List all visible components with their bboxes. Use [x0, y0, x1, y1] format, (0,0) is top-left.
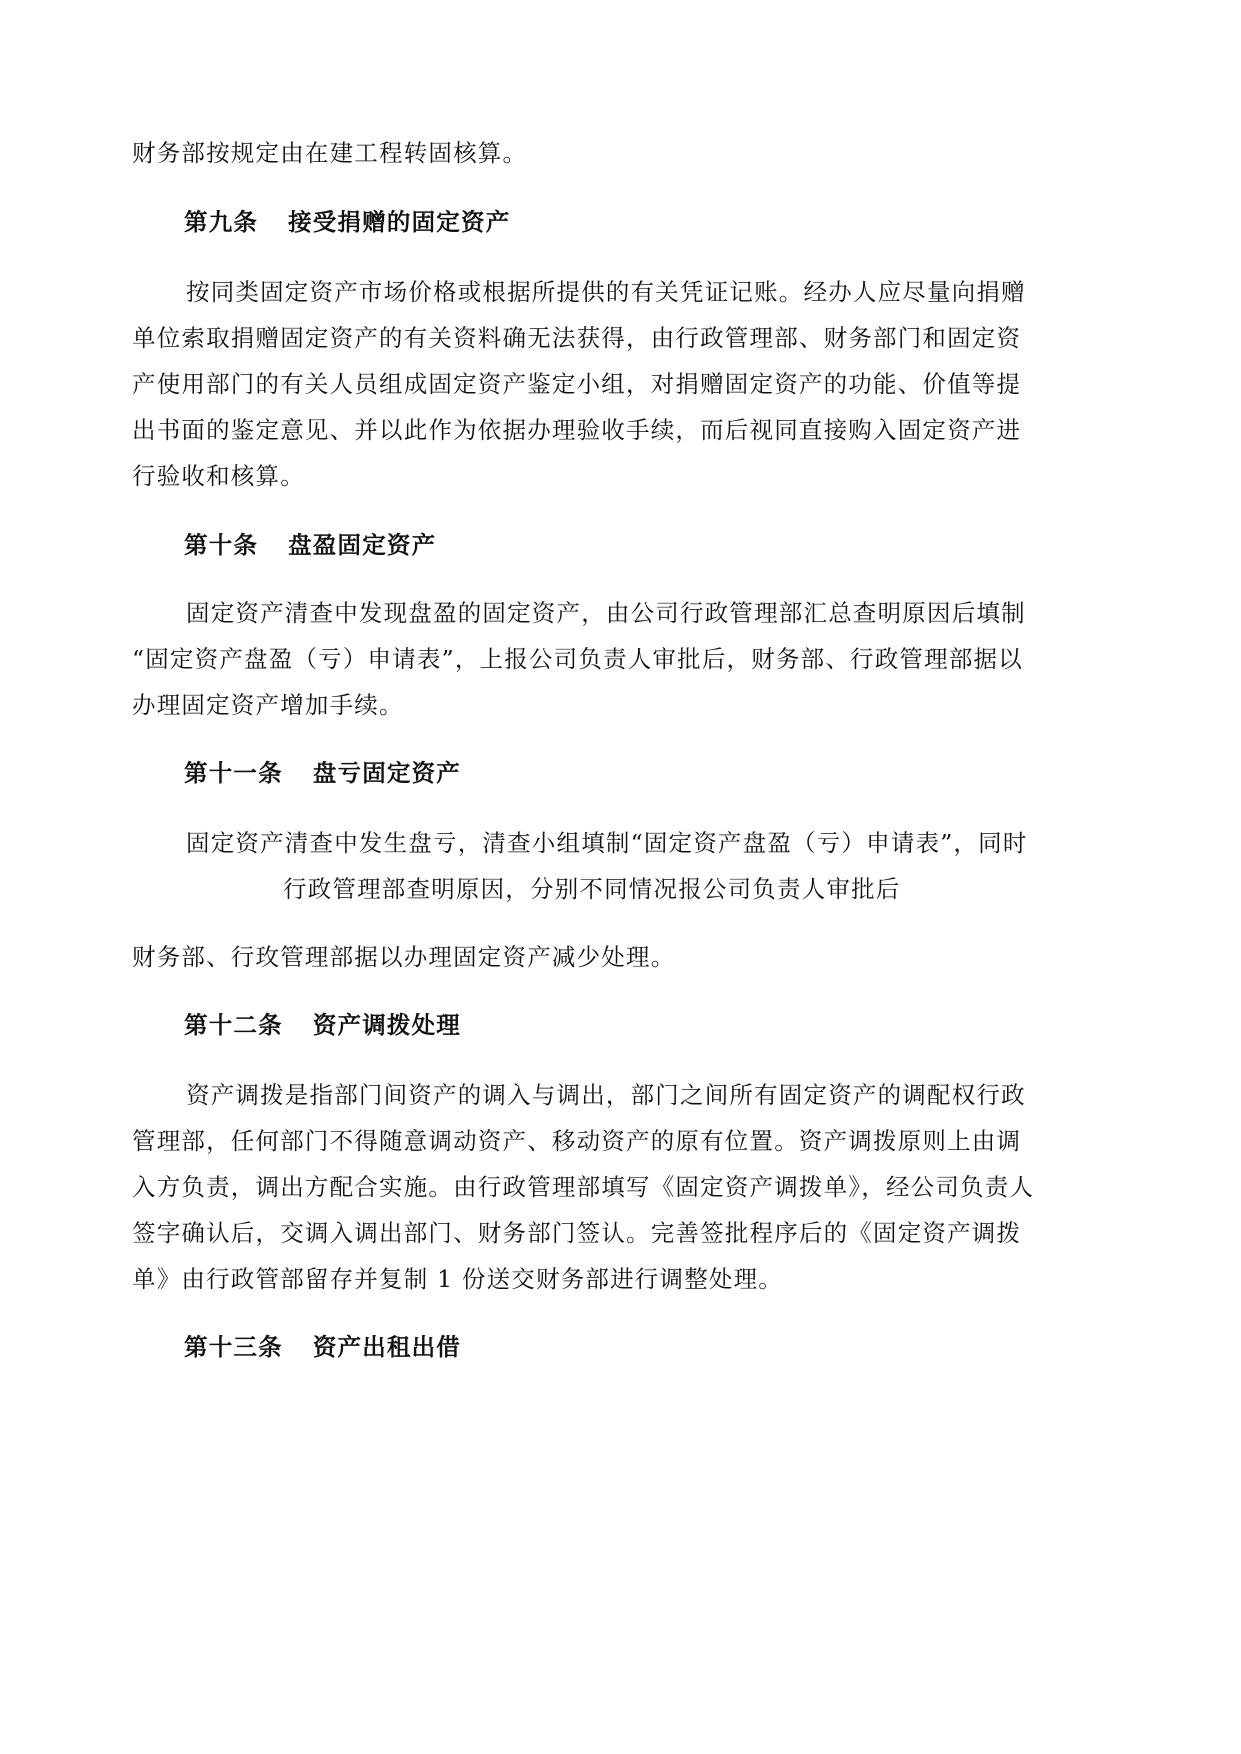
paragraph-line: 签字确认后，交调入调出部门、财务部门签认。完善签批程序后的《固定资产调拨 — [132, 1219, 1022, 1247]
paragraph-line: 单位索取捐赠固定资产的有关资料确无法获得，由行政管理部、财务部门和固定资 — [132, 324, 1022, 352]
article-number: 第十二条 — [184, 1011, 283, 1039]
paragraph-line: 产使用部门的有关人员组成固定资产鉴定小组，对捐赠固定资产的功能、价值等提 — [132, 370, 1022, 398]
paragraph-line: 单》由行政管部留存并复制 1 份送交财务部进行调整处理。 — [132, 1265, 783, 1293]
paragraph-line: 办理固定资产增加手续。 — [132, 691, 404, 719]
article-number: 第十三条 — [184, 1333, 283, 1361]
article-number: 第九条 — [184, 208, 259, 236]
paragraph-line: 出书面的鉴定意见、并以此作为依据办理验收手续，而后视同直接购入固定资产进 — [132, 416, 1022, 444]
article-heading-13 — [184, 1332, 461, 1362]
paragraph-line: 行政管理部查明原因，分别不同情况报公司负责人审批后 — [283, 875, 901, 903]
article-heading-11 — [184, 758, 461, 788]
paragraph-line: 财务部、行玫管理部据以办理固定资产减少处理。 — [132, 943, 676, 971]
article-number: 第十条 — [184, 531, 259, 559]
article-title: 资产出租出借 — [312, 1333, 462, 1361]
paragraph-line: “固定资产盘盈（亏）申请表”，上报公司负责人审批后，财务部、行政管理部据以 — [132, 645, 1023, 673]
article-title: 盘亏固定资产 — [312, 759, 462, 787]
article-title: 盘盈固定资产 — [288, 531, 437, 559]
article-heading-9 — [184, 207, 510, 237]
paragraph-line: 财务部按规定由在建工程转固核算。 — [132, 139, 528, 167]
article-heading-10 — [184, 530, 436, 560]
paragraph-line: 入方负责，调出方配合实施。由行政管理部填写《固定资产调拨单》，经公司负责人 — [132, 1173, 1035, 1201]
article-heading-12 — [184, 1010, 461, 1040]
paragraph-line: 固定资产清查中发现盘盈的固定资产，由公司行政管理部汇总查明原因后填制 — [186, 599, 1026, 627]
article-number: 第十一条 — [184, 759, 283, 787]
paragraph-line: 资产调拨是指部门间资产的调入与调出，部门之间所有固定资产的调配权行政 — [186, 1081, 1026, 1109]
paragraph-line: 固定资产清查中发生盘亏，清查小组填制“固定资产盘盈（亏）申请表”，同时 — [186, 829, 1028, 857]
paragraph-line: 管理部，任何部门不得随意调动资产、移动资产的原有位置。资产调拨原则上由调 — [132, 1127, 1022, 1155]
article-title: 资产调拨处理 — [312, 1011, 462, 1039]
paragraph-line: 行验收和核算。 — [132, 462, 305, 490]
article-title: 接受捐赠的固定资产 — [288, 208, 511, 236]
paragraph-line: 按同类固定资产市场价格或根据所提供的有关凭证记账。经办人应尽量向捐赠 — [186, 278, 1026, 306]
